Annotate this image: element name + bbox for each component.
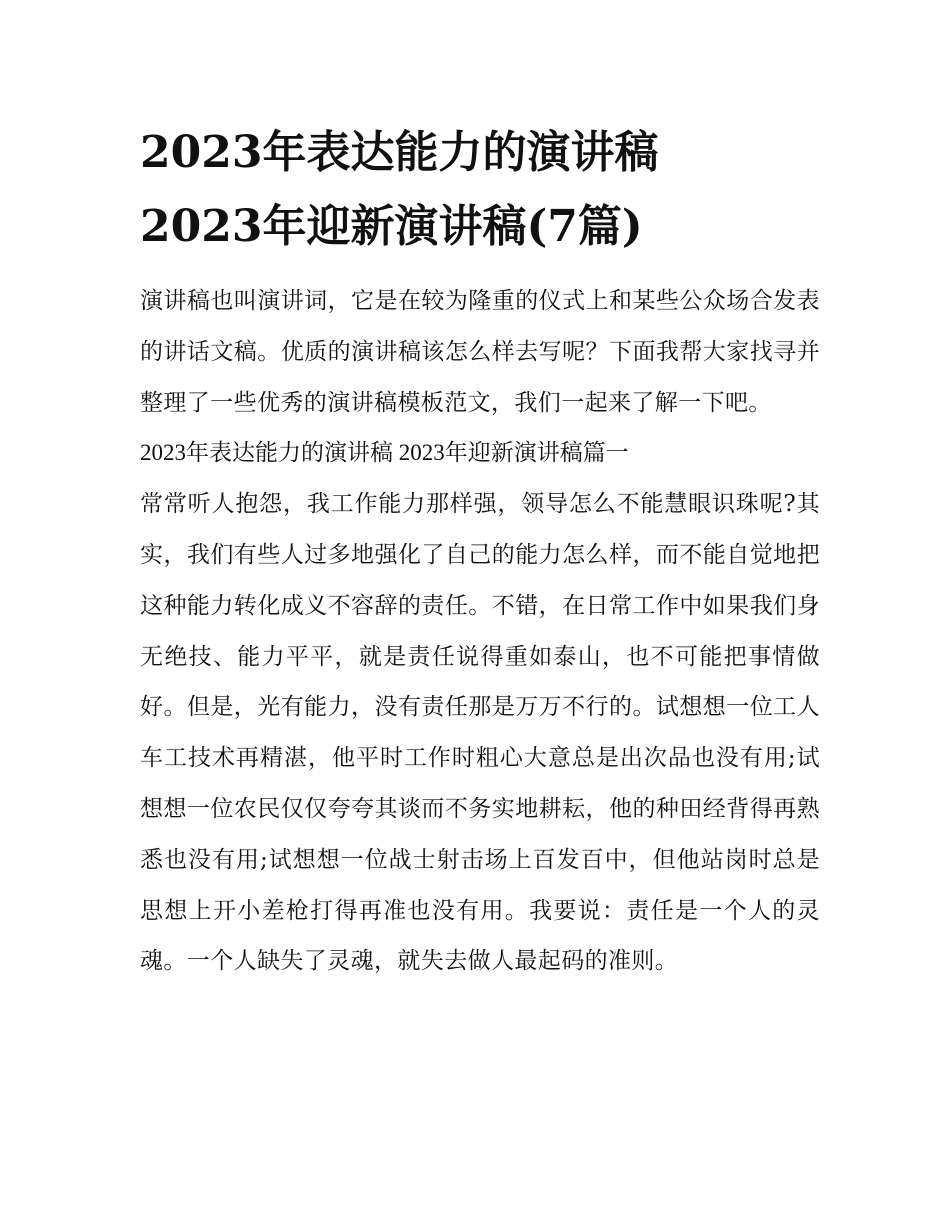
page-title-line-1: 2023年表达能力的演讲稿 — [140, 127, 659, 178]
intro-paragraph: 演讲稿也叫演讲词，它是在较为隆重的仪式上和某些公众场合发表的讲话文稿。优质的演讲稿该怎么样去写呢？下面我帮大家找寻并整理了一些优秀的演讲稿模板范文，我们一起来了解一下吧。 — [140, 288, 820, 416]
section-body-paragraph: 常常听人抱怨，我工作能力那样强，领导怎么不能慧眼识珠呢?其实，我们有些人过多地强化了自己的能力怎么样，而不能自觉地把这种能力转化成义不容辞的责任。不错，在日常工作中如果我们身无绝技、能力平平，就是责任说得重如泰山，也不可能把事情做好。但是，光有能力，没有责任那是万万不行的。试想想一位工人车工技术再精湛，他平时工作时粗心大意总是出次品也没有用;试想想一位农民仅仅夸夸其谈而不务实地耕耘，他的种田经背得再熟悉也没有用;试想想一位战士射击场上百发百中，但他站岗时总是思想上开小差枪打得再准也没有用。我要说：责任是一个人的灵魂。一个人缺失了灵魂，就失去做人最起码的准则。 — [140, 491, 820, 975]
title-block — [140, 116, 820, 264]
section-heading: 2023年表达能力的演讲稿 2023年迎新演讲稿篇一 — [140, 440, 629, 466]
page-title-line-2: 2023年迎新演讲稿(7篇) — [140, 201, 643, 252]
body-text — [140, 276, 820, 987]
